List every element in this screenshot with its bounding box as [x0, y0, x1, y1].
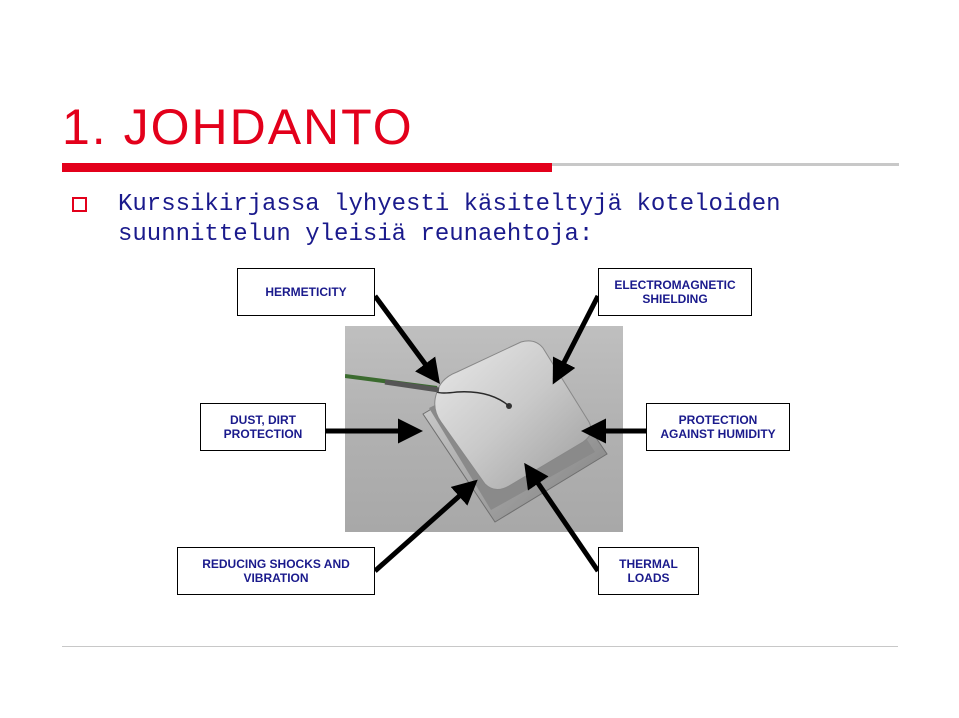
label-dust-dirt — [200, 403, 326, 451]
label-thermal-loads-text: THERMAL LOADS — [619, 557, 678, 585]
footer-divider — [62, 646, 898, 647]
label-shocks-vibration-text: REDUCING SHOCKS AND VIBRATION — [202, 557, 350, 585]
bullet-text: Kurssikirjassa lyhyesti käsiteltyjä koteloiden suunnittelun yleisiä reunaehtoja: — [118, 191, 781, 248]
arrow-hermeticity — [375, 296, 437, 380]
label-humidity — [646, 403, 790, 451]
arrow-em-shielding — [555, 296, 598, 380]
arrow-shocks — [375, 483, 474, 571]
label-dust-dirt-text: DUST, DIRT PROTECTION — [223, 413, 303, 441]
arrow-thermal — [527, 467, 598, 571]
label-em-shielding-text: ELECTROMAGNETIC SHIELDING — [614, 278, 736, 306]
label-shocks-vibration — [177, 547, 375, 595]
label-hermeticity-text: HERMETICITY — [265, 285, 347, 299]
label-em-shielding — [598, 268, 752, 316]
label-hermeticity — [237, 268, 375, 316]
slide-title: 1. JOHDANTO — [62, 99, 414, 155]
label-thermal-loads — [598, 547, 699, 595]
label-humidity-text: PROTECTION AGAINST HUMIDITY — [660, 413, 776, 441]
